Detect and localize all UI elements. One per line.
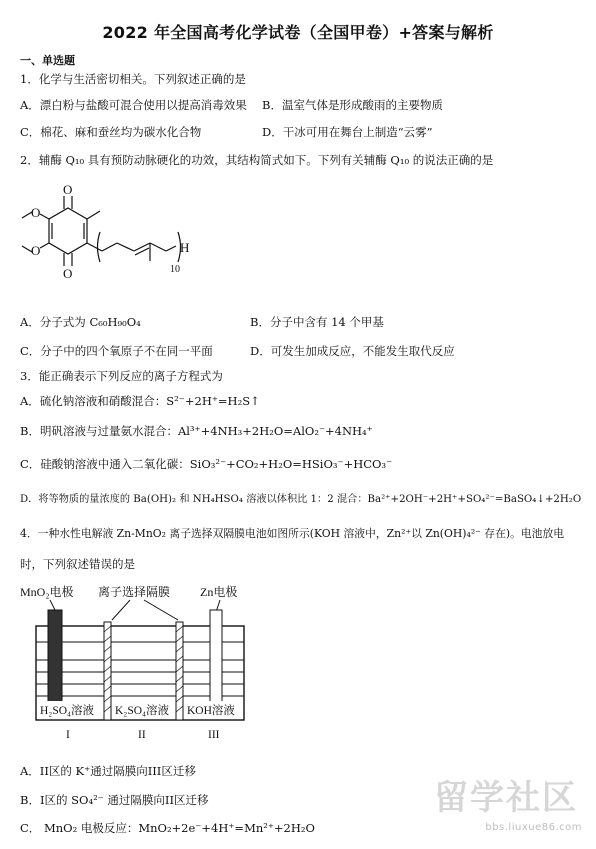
q3-option-c: C．硅酸钠溶液中通入二氧化碳：SiO₃²⁻+CO₂+H₂O=HSiO₃⁻+HCO₃⁻ xyxy=(20,457,393,471)
battery-diagram xyxy=(18,582,258,744)
q2-option-a: A．分子式为 C₆₀H₉₀O₄ xyxy=(20,315,141,329)
q1-option-c: C．棉花、麻和蚕丝均为碳水化合物 xyxy=(20,125,202,139)
q4-option-b: B．I区的 SO₄²⁻ 通过隔膜向II区迁移 xyxy=(20,793,209,807)
q2-repeat-subscript: 10 xyxy=(170,264,180,275)
q2-stem: 2．辅酶 Q₁₀ 具有预防动脉硬化的功效，其结构简式如下。下列有关辅酶 Q₁₀ 的说法正确的是 xyxy=(20,153,494,167)
svg-text:O: O xyxy=(31,243,41,258)
mno2-electrode-label: MnO₂电极 xyxy=(20,585,74,599)
svg-text:O: O xyxy=(63,182,73,197)
q3-option-b: B．明矾溶液与过量氨水混合：Al³⁺+4NH₃+2H₂O=AlO₂⁻+4NH₄⁺ xyxy=(20,424,373,438)
q2-h-label: H xyxy=(180,240,190,255)
q2-option-c: C．分子中的四个氧原子不在同一平面 xyxy=(20,344,213,358)
q4-stem-line2: 时，下列叙述错误的是 xyxy=(20,557,135,571)
q4-stem-line1: 4．一种水性电解液 Zn-MnO₂ 离子选择双隔膜电池如图所示(KOH 溶液中，Zn²⁺以 Zn(OH)₄²⁻ 存在)。电池放电 xyxy=(20,527,565,540)
watermark-url: bbs.liuxue86.com xyxy=(485,822,582,833)
q1-option-a: A．漂白粉与盐酸可混合使用以提高消毒效果 xyxy=(20,98,247,112)
svg-text:O: O xyxy=(63,266,73,281)
q2-option-b: B．分子中含有 14 个甲基 xyxy=(250,315,384,329)
q3-option-a: A．硫化钠溶液和硝酸混合：S²⁻+2H⁺=H₂S↑ xyxy=(20,394,260,408)
q1-option-d: D．干冰可用在舞台上制造“云雾” xyxy=(262,125,433,139)
coenzyme-q10-structure xyxy=(18,180,218,295)
q1-option-b: B．温室气体是形成酸雨的主要物质 xyxy=(262,98,443,112)
q2-option-d: D．可发生加成反应，不能发生取代反应 xyxy=(250,344,455,358)
svg-text:O: O xyxy=(31,205,41,220)
watermark xyxy=(432,777,590,841)
section-heading: 一、单选题 xyxy=(20,54,75,67)
region-3-label: III xyxy=(208,729,220,741)
q1-stem: 1．化学与生活密切相关。下列叙述正确的是 xyxy=(20,72,246,86)
page-title: 2022 年全国高考化学试卷（全国甲卷）+答案与解析 xyxy=(102,23,494,42)
q3-stem: 3．能正确表示下列反应的离子方程式为 xyxy=(20,369,223,383)
k2so4-solution-label: K₂SO₄溶液 xyxy=(115,705,170,717)
koh-solution-label: KOH溶液 xyxy=(187,705,235,717)
watermark-logo-text: 留学社区 xyxy=(434,778,578,818)
h2so4-solution-label: H₂SO₄溶液 xyxy=(40,705,95,717)
region-2-label: II xyxy=(138,729,146,741)
membrane-label: 离子选择隔膜 xyxy=(98,585,171,599)
q4-option-a: A．II区的 K⁺通过隔膜向III区迁移 xyxy=(20,764,196,778)
region-1-label: I xyxy=(66,729,70,741)
q3-option-d: D．将等物质的量浓度的 Ba(OH)₂ 和 NH₄HSO₄ 溶液以体积比 1：2 混合：Ba²⁺+2OH⁻+2H⁺+SO₄²⁻=BaSO₄↓+2H₂O xyxy=(20,494,582,505)
q4-option-c: C． MnO₂ 电极反应：MnO₂+2e⁻+4H⁺=Mn²⁺+2H₂O xyxy=(20,821,315,835)
zn-electrode-label: Zn电极 xyxy=(200,585,238,599)
